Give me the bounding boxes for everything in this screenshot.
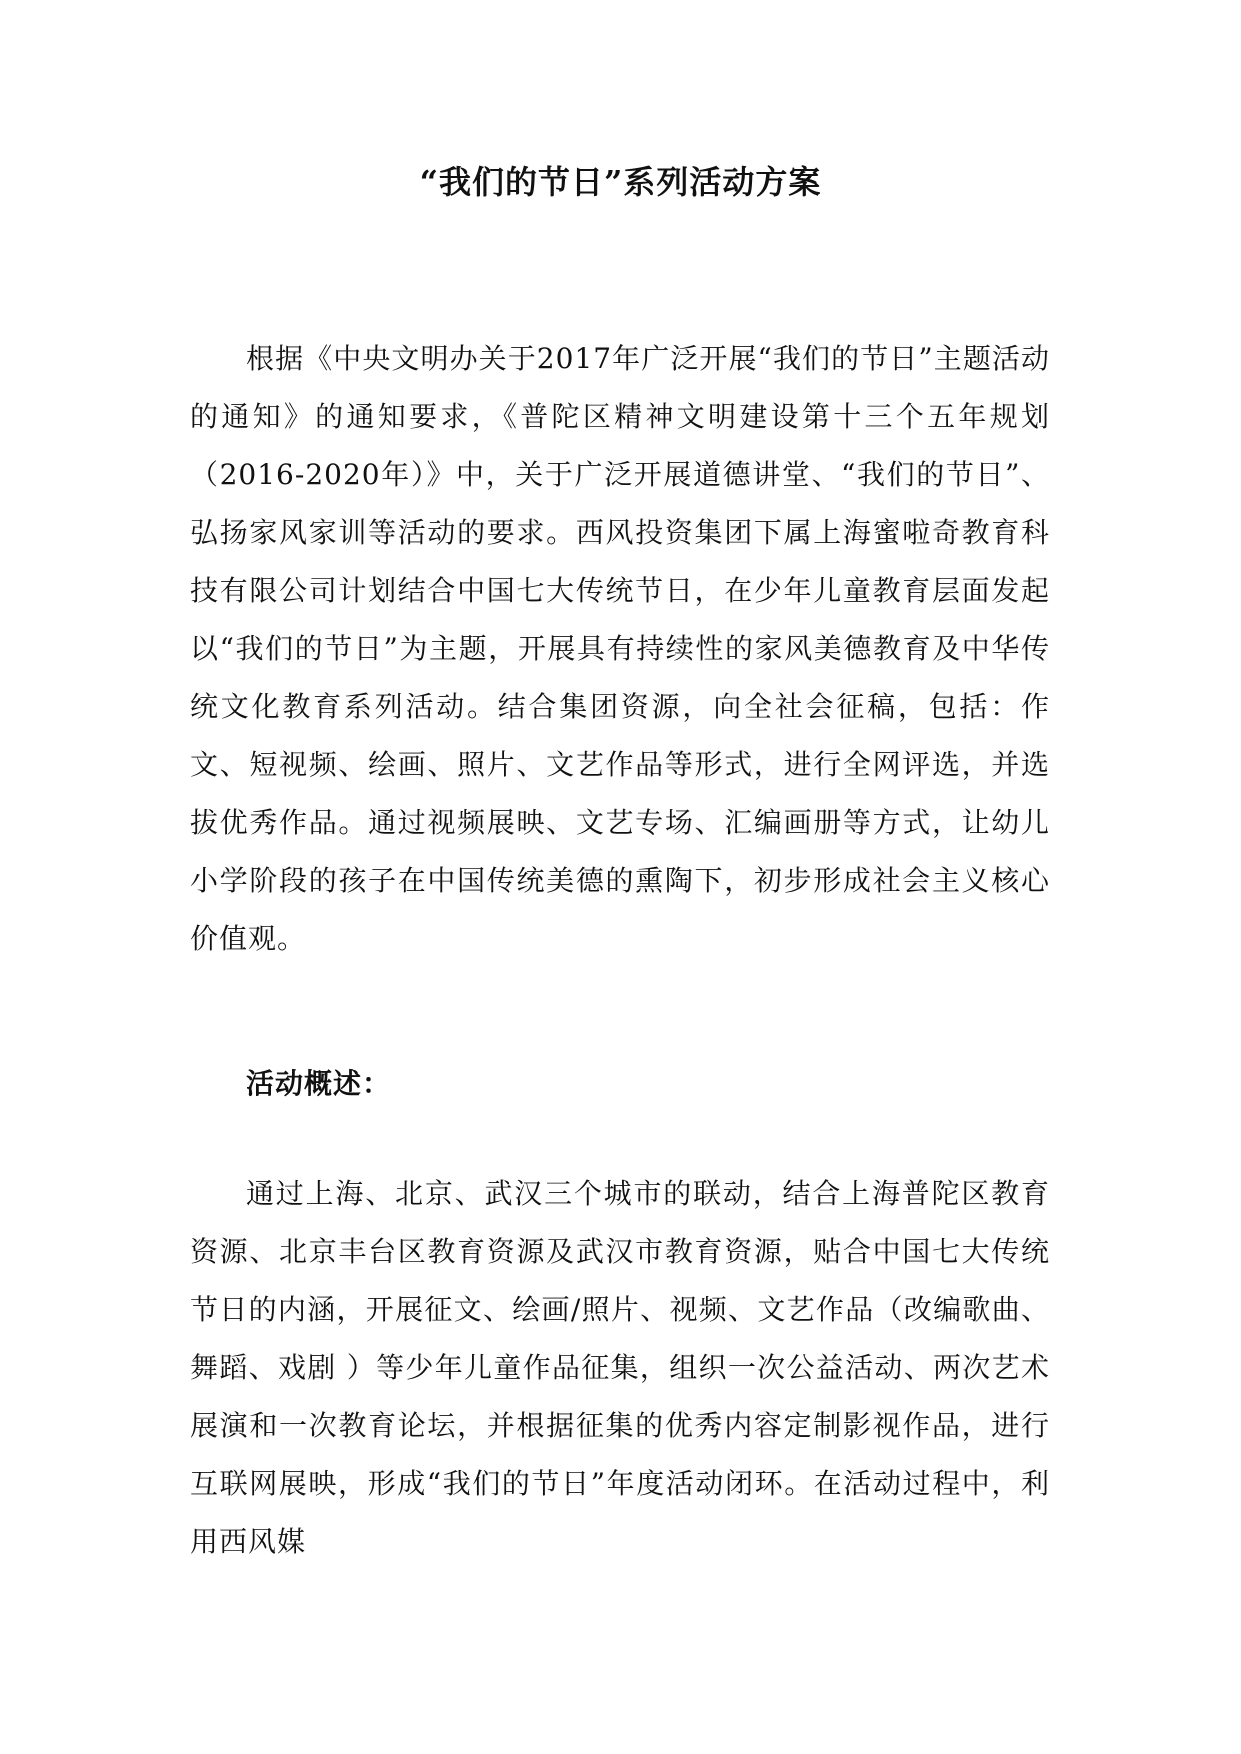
overview-paragraph: 通过上海、北京、武汉三个城市的联动，结合上海普陀区教育资源、北京丰台区教育资源及武汉市教育资源，贴合中国七大传统节日的内涵，开展征文、绘画/照片、视频、文艺作品（改编歌曲、舞蹈、戏剧 ）等少年儿童作品征集，组织一次公益活动、两次艺术展演和一次教育论坛，并根据征集的优秀内容定制影视作品，进行互联网展映，形成“我们的节日”年度活动闭环。在活动过程中，利用西风媒 bbox=[190, 1177, 1050, 1558]
intro-paragraph: 根据《中央文明办关于2017年广泛开展“我们的节日”主题活动的通知》的通知要求，《普陀区精神文明建设第十三个五年规划（2016-2020年）》中，关于广泛开展道德讲堂、“我们的节日”、弘扬家风家训等活动的要求。西风投资集团下属上海蜜啦奇教育科技有限公司计划结合中国七大传统节日，在少年儿童教育层面发起以“我们的节日”为主题，开展具有持续性的家风美德教育及中华传统文化教育系列活动。结合集团资源，向全社会征稿，包括：作文、短视频、绘画、照片、文艺作品等形式，进行全网评选，并选拔优秀作品。通过视频展映、文艺专场、汇编画册等方式，让幼儿小学阶段的孩子在中国传统美德的熏陶下，初步形成社会主义核心价值观。 bbox=[190, 342, 1050, 955]
section-heading: 活动概述： bbox=[246, 1067, 392, 1100]
document-title: “我们的节日”系列活动方案 bbox=[419, 163, 822, 201]
